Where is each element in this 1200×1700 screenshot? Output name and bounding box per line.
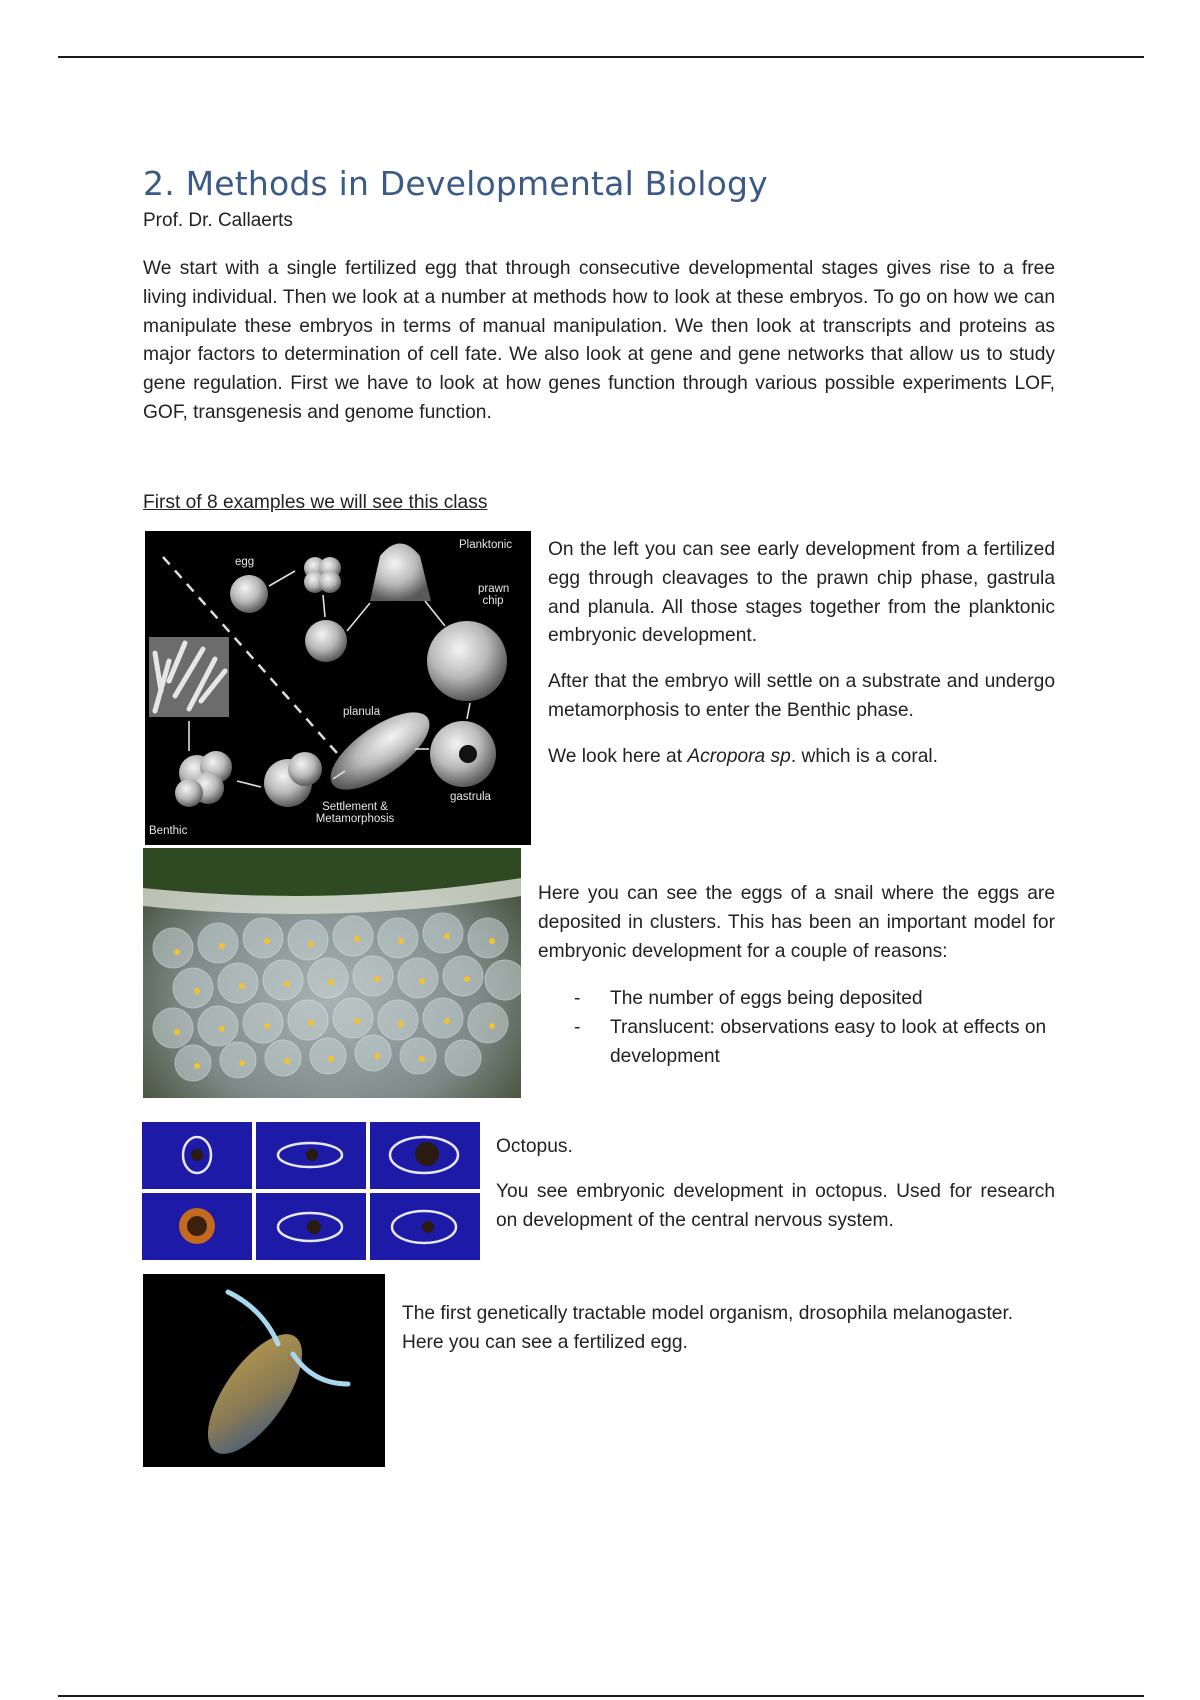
list-item (560, 1014, 1055, 1072)
label-settlement: Settlement & Metamorphosis (315, 801, 395, 825)
bullet-marker: - (574, 988, 581, 1009)
snail-reasons-list (560, 985, 1055, 1071)
coral-development-figure (145, 531, 531, 845)
label-planula: planula (343, 706, 381, 718)
intro-paragraph: We start with a single fertilized egg that through consecutive developmental stages gives rise to a free living individual. Then we look at a number at methods how to look at these embryos. To go on how we can manipulate these embryos in terms of manual manipulation. We then look at transcripts and proteins as major factors to determination of cell fate. We also look at gene and gene networks that allow us to study gene regulation. First we have to look at how genes function through various possible experiments LOF, GOF, transgenesis and genome function. (143, 258, 1055, 423)
label-gastrula: gastrula (450, 791, 491, 803)
label-benthic: Benthic (149, 825, 188, 837)
drosophila-paragraph: The first genetically tractable model organism, drosophila melanogaster. Here you can see a fertilized egg. (402, 1303, 1014, 1353)
label-prawn-chip: prawn chip (478, 583, 510, 607)
octopus-paragraph-1: Octopus. (496, 1136, 573, 1157)
branching-coral-image (149, 637, 229, 717)
coral-paragraph-3 (548, 743, 1055, 772)
coral-paragraph-3-start: We look here at (548, 746, 688, 767)
snail-eggs-photo (143, 848, 521, 1098)
coral-paragraph-1: On the left you can see early development from a fertilized egg through cleavages to the prawn chip phase, gastrula and planula. All those stages together from the planktonic embryonic development. (548, 539, 1055, 647)
drosophila-egg-photo (143, 1274, 385, 1467)
page-title: 2. Methods in Developmental Biology (143, 164, 768, 203)
author-line: Prof. Dr. Callaerts (143, 210, 293, 231)
section-heading: First of 8 examples we will see this class (143, 492, 488, 513)
label-egg: egg (235, 556, 255, 568)
label-planktonic: Planktonic (459, 539, 513, 551)
snail-paragraph: Here you can see the eggs of a snail where the eggs are deposited in clusters. This has been an important model for embryonic development for a couple of reasons: (538, 883, 1055, 962)
octopus-embryo-panels (142, 1122, 480, 1260)
snail-egg-cluster (143, 848, 521, 1098)
coral-paragraph-3-end: . which is a coral. (790, 746, 938, 767)
drosophila-egg-illustration (143, 1274, 385, 1467)
list-item-text: Translucent: observations easy to look at effects on development (610, 1016, 1047, 1067)
species-name: Acropora sp (687, 746, 791, 767)
page-bottom-rule (58, 1695, 1144, 1697)
list-item-text: The number of eggs being deposited (610, 988, 923, 1009)
page-top-rule (58, 56, 1144, 58)
octopus-embryo-grid (142, 1122, 480, 1260)
list-item (560, 985, 1055, 1014)
coral-paragraph-2: After that the embryo will settle on a substrate and undergo metamorphosis to enter the Benthic phase. (548, 671, 1055, 721)
bullet-marker: - (574, 1016, 581, 1038)
octopus-paragraph-2: You see embryonic development in octopus. Used for research on development of the central nervous system. (496, 1181, 1055, 1231)
